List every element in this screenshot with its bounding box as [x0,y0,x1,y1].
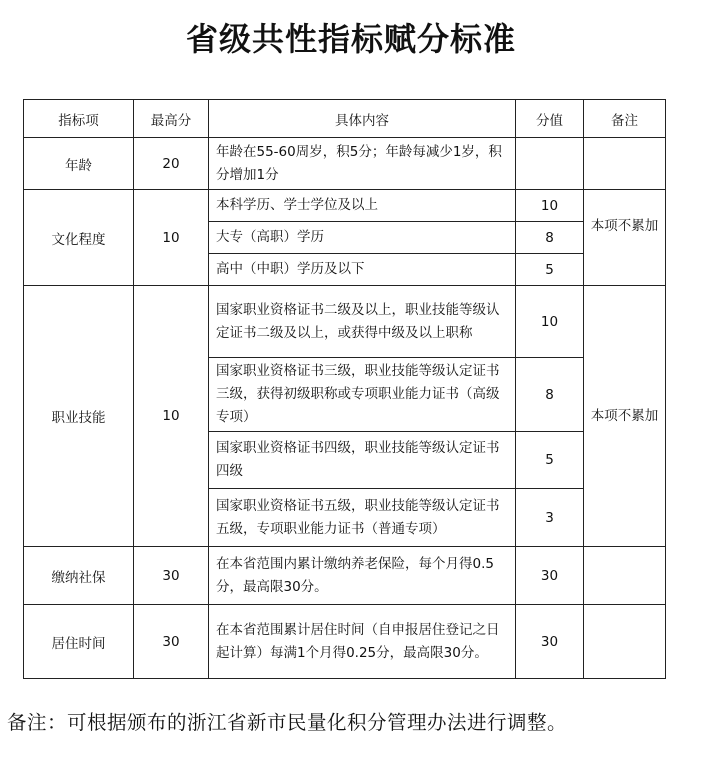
page-title: 省级共性指标赋分标准 [185,20,516,58]
score-cell: 5 [516,254,584,286]
header-score: 分值 [516,100,584,138]
score-cell: 30 [516,547,584,605]
score-cell: 5 [516,432,584,489]
score-cell: 3 [516,489,584,547]
score-cell: 10 [516,190,584,222]
remark-cell [584,605,666,679]
content-cell: 国家职业资格证书三级，职业技能等级认定证书三级，获得初级职称或专项职业能力证书（高级专项） [209,358,516,432]
remark-cell: 本项不累加 [584,286,666,547]
content-cell: 本科学历、学士学位及以上 [209,190,516,222]
remark-cell: 本项不累加 [584,190,666,286]
content-cell: 国家职业资格证书五级，职业技能等级认定证书五级，专项职业能力证书（普通专项） [209,489,516,547]
table-row-education [24,190,666,222]
score-cell: 10 [516,286,584,358]
content-cell: 年龄在55-60周岁，积5分；年龄每减少1岁，积分增加1分 [209,138,516,190]
item-cell: 缴纳社保 [24,547,134,605]
max-score-cell: 20 [134,138,209,190]
table-row-residence [24,605,666,679]
content-cell: 高中（中职）学历及以下 [209,254,516,286]
item-cell: 文化程度 [24,190,134,286]
max-score-cell: 30 [134,605,209,679]
content-cell: 大专（高职）学历 [209,222,516,254]
item-cell: 职业技能 [24,286,134,547]
footnote: 备注：可根据颁布的浙江省新市民量化积分管理办法进行调整。 [7,711,568,734]
content-cell: 在本省范围累计居住时间（自申报居住登记之日起计算）每满1个月得0.25分，最高限30分。 [209,605,516,679]
content-cell: 国家职业资格证书四级，职业技能等级认定证书四级 [209,432,516,489]
item-cell: 居住时间 [24,605,134,679]
max-score-cell: 30 [134,547,209,605]
table-row-skill [24,286,666,358]
table-row-age [24,138,666,190]
content-cell: 在本省范围内累计缴纳养老保险，每个月得0.5分，最高限30分。 [209,547,516,605]
score-cell [516,138,584,190]
header-content: 具体内容 [209,100,516,138]
score-cell: 8 [516,222,584,254]
table-header-row [24,100,666,138]
max-score-cell: 10 [134,286,209,547]
score-cell: 30 [516,605,584,679]
scoring-table [23,99,666,679]
max-score-cell: 10 [134,190,209,286]
header-max-score: 最高分 [134,100,209,138]
item-cell: 年龄 [24,138,134,190]
remark-cell [584,547,666,605]
header-remark: 备注 [584,100,666,138]
score-cell: 8 [516,358,584,432]
header-item: 指标项 [24,100,134,138]
table-row-insurance [24,547,666,605]
content-cell: 国家职业资格证书二级及以上，职业技能等级认定证书二级及以上，或获得中级及以上职称 [209,286,516,358]
remark-cell [584,138,666,190]
